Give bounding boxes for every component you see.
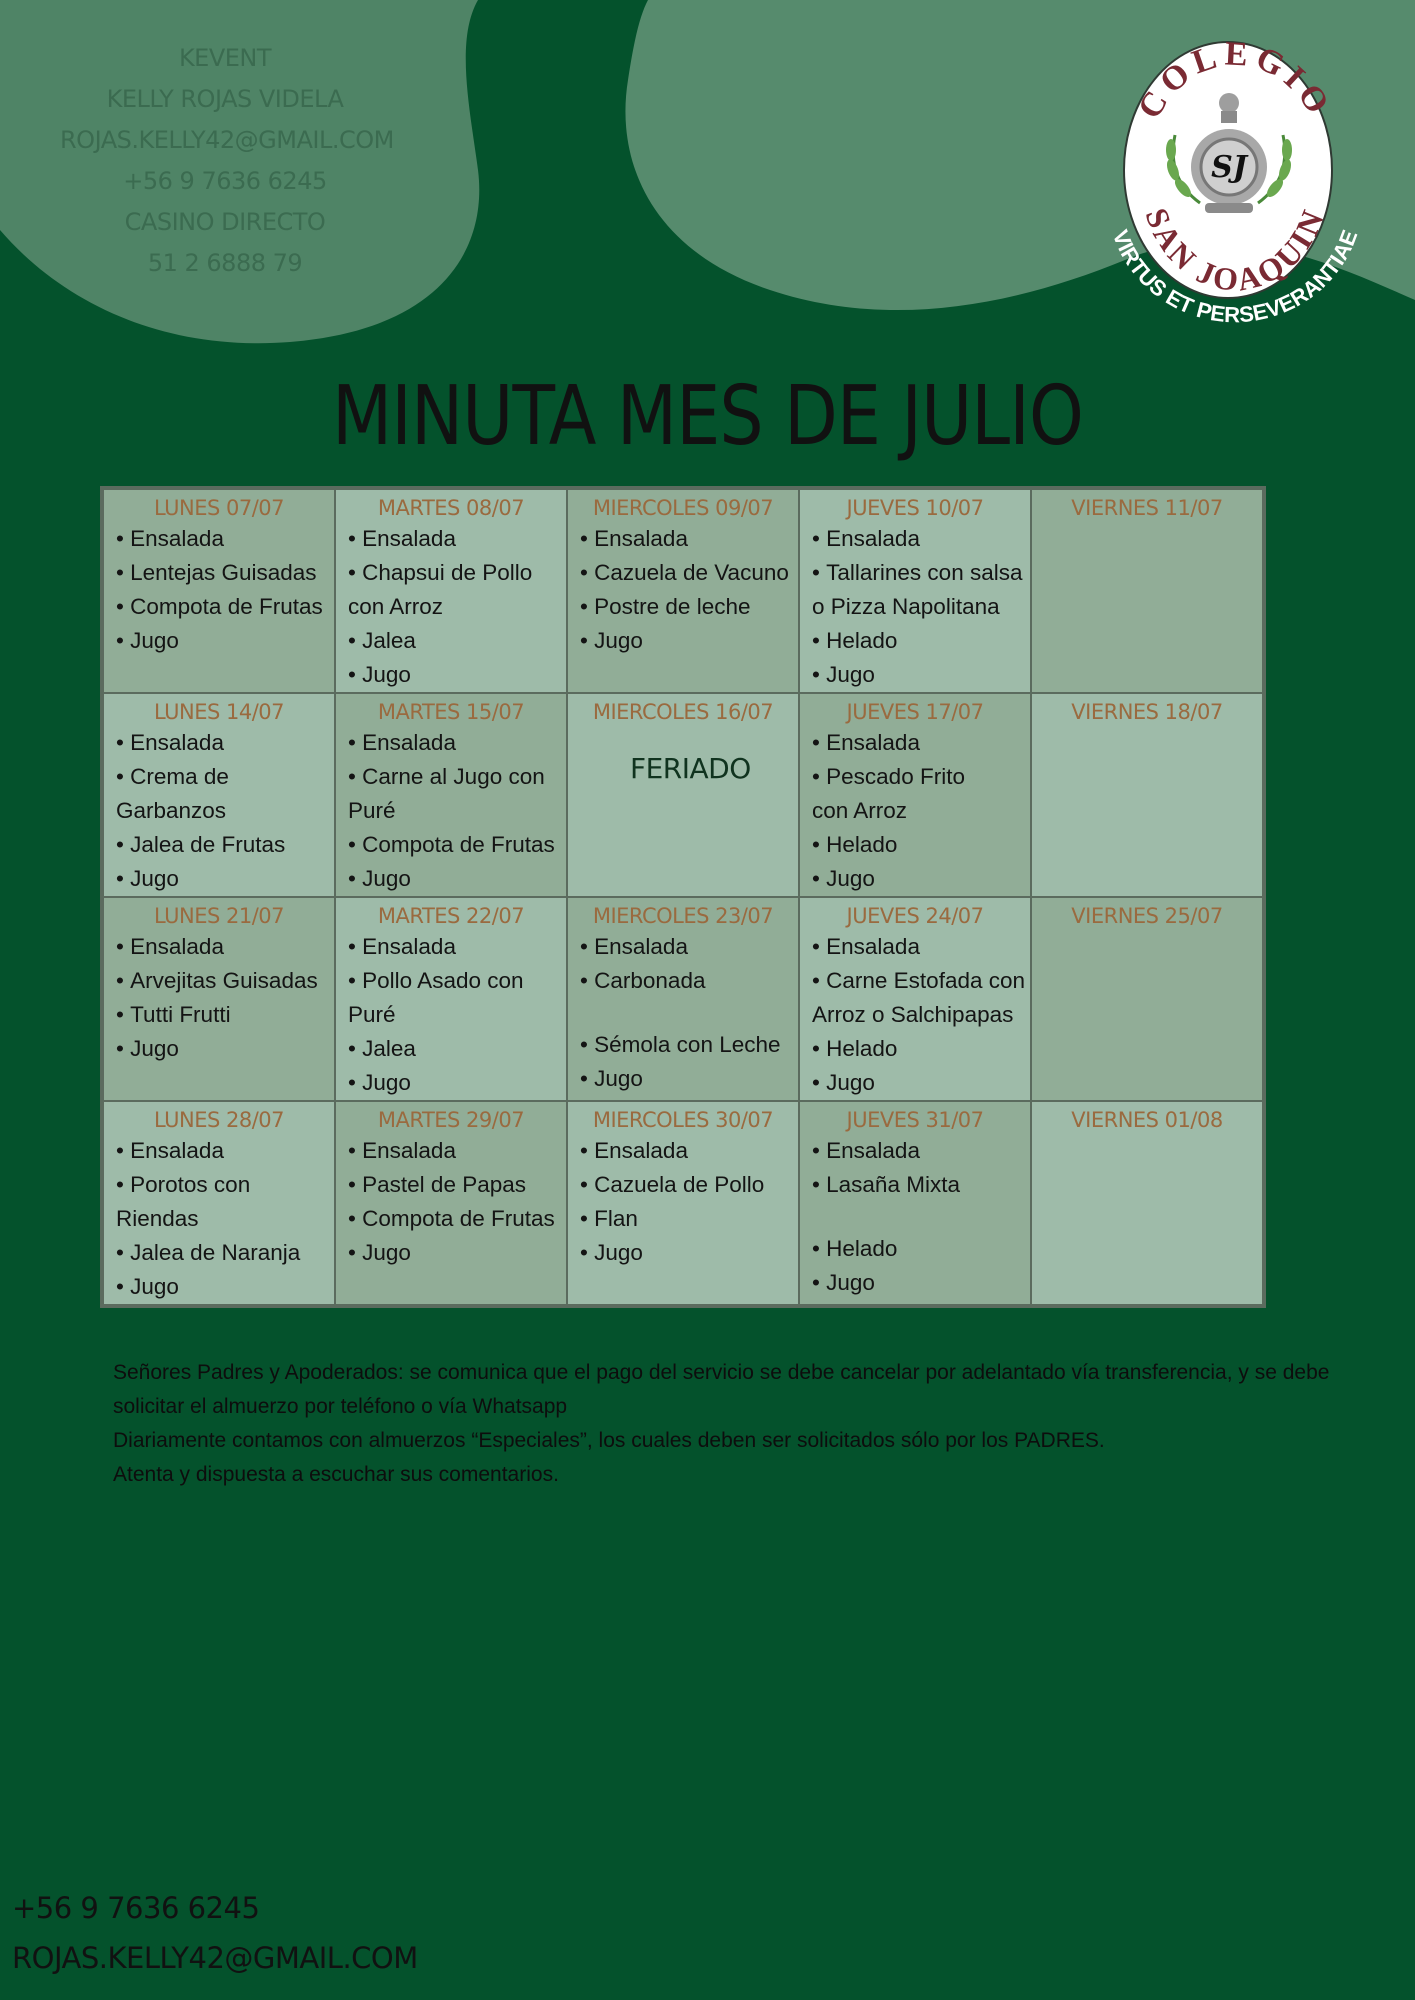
logo-top-text: COLEGIO [1130,35,1340,126]
day-heading: JUEVES 24/07 [846,904,984,928]
day-heading: MIERCOLES 23/07 [592,904,774,928]
menu-item: • Arvejitas Guisadas [116,964,334,998]
menu-cell [799,897,1031,1101]
day-heading: LUNES 21/07 [153,904,285,928]
menu-item: Riendas [116,1206,199,1231]
menu-item: • Helado [812,1032,1030,1066]
menu-item: • Jugo [812,658,1030,692]
menu-cell [335,693,567,897]
menu-item: • Ensalada [580,522,798,556]
menu-item: • Cazuela de Pollo [580,1168,798,1202]
menu-item: • Ensalada [348,726,566,760]
menu-items [812,1134,1030,1300]
contact-block [60,38,394,284]
day-heading: LUNES 07/07 [153,496,285,520]
menu-cell [103,1101,335,1305]
footer-contact [12,1883,418,1983]
contact-line-company: KEVENT [178,44,272,72]
menu-item: o Pizza Napolitana [812,594,1000,619]
day-heading: MIERCOLES 09/07 [592,496,774,520]
day-heading: JUEVES 17/07 [846,700,984,724]
menu-item: • Ensalada [116,726,334,760]
menu-cell [335,489,567,693]
menu-items [348,726,566,896]
menu-item-spacer [812,1202,1030,1232]
menu-cell [103,693,335,897]
menu-item: • Jugo [116,862,334,896]
notice-block [113,1356,1333,1492]
menu-cell [103,897,335,1101]
menu-item: • Jugo [580,1236,798,1270]
menu-item: • Ensalada [116,522,334,556]
menu-item: • Ensalada [580,930,798,964]
notice-special-meals: Diariamente contamos con almuerzos “Especiales”, los cuales deben ser solicitados sólo por los PADRES. [113,1429,1105,1452]
menu-item: Puré [348,1002,396,1027]
menu-items [116,1134,334,1304]
menu-item: • Ensalada [812,930,1030,964]
menu-cell [567,693,799,897]
menu-cell [567,1101,799,1305]
menu-item: Puré [348,798,396,823]
day-heading: LUNES 28/07 [153,1108,285,1132]
menu-item: • Pastel de Papas [348,1168,566,1202]
school-logo [1105,25,1365,355]
menu-item: • Jugo [812,1066,1030,1100]
day-heading: JUEVES 10/07 [846,496,984,520]
menu-cell [799,489,1031,693]
contact-line-label: CASINO DIRECTO [124,208,326,236]
day-heading: MIERCOLES 30/07 [592,1108,774,1132]
menu-item: • Postre de leche [580,590,798,624]
menu-item: • Jugo [348,658,566,692]
menu-item: • Helado [812,1232,1030,1266]
footer-email[interactable]: ROJAS.KELLY42@GMAIL.COM [12,1941,418,1975]
day-heading: MARTES 08/07 [377,496,525,520]
menu-item: • Lasaña Mixta [812,1168,1030,1202]
contact-line-phone[interactable]: +56 9 7636 6245 [123,167,327,195]
footer-phone[interactable]: +56 9 7636 6245 [12,1891,260,1925]
logo-monogram: SJ [1211,150,1247,185]
day-heading: VIERNES 25/07 [1071,904,1223,928]
menu-items [812,930,1030,1100]
day-heading: LUNES 14/07 [153,700,285,724]
contact-line-direct-phone[interactable]: 51 2 6888 79 [147,249,303,277]
day-heading: JUEVES 31/07 [846,1108,984,1132]
menu-cell [1031,489,1263,693]
menu-item: • Ensalada [116,1134,334,1168]
day-heading: MARTES 15/07 [377,700,525,724]
menu-item: • Tutti Frutti [116,998,334,1032]
menu-cell [103,489,335,693]
menu-item: • Jugo [812,1266,1030,1300]
menu-item: • Ensalada [116,930,334,964]
menu-item: • Compota de Frutas [348,1202,566,1236]
menu-item: • Lentejas Guisadas [116,556,334,590]
menu-item: • Carbonada [580,964,798,998]
day-heading: MARTES 22/07 [377,904,525,928]
menu-cell [1031,693,1263,897]
menu-cell [1031,1101,1263,1305]
contact-line-name: KELLY ROJAS VIDELA [106,85,344,113]
menu-item: • Jugo [580,624,798,658]
day-heading: VIERNES 11/07 [1071,496,1223,520]
menu-item: • Jalea de Frutas [116,828,334,862]
day-heading: MIERCOLES 16/07 [592,700,774,724]
menu-item: • Jugo [348,1236,566,1270]
menu-item: • Jugo [116,1032,334,1066]
menu-item: • Cazuela de Vacuno [580,556,798,590]
day-heading: VIERNES 18/07 [1071,700,1223,724]
menu-item: • Ensalada [812,1134,1030,1168]
menu-items [812,726,1030,896]
menu-item: • Helado [812,624,1030,658]
menu-item: • Jalea [348,1032,566,1066]
menu-items [580,522,798,658]
menu-cell [335,897,567,1101]
menu-item: • Carne al Jugo con [348,760,566,794]
menu-items [812,522,1030,692]
holiday-label: FERIADO [630,752,751,785]
menu-item: • Jugo [116,624,334,658]
menu-item: • Ensalada [812,726,1030,760]
menu-item: • Porotos con [116,1168,334,1202]
menu-item: con Arroz [348,594,444,619]
menu-items [348,930,566,1100]
menu-item: • Ensalada [348,930,566,964]
menu-item: • Pollo Asado con [348,964,566,998]
menu-cell [567,489,799,693]
notice-closing: Atenta y dispuesta a escuchar sus comentarios. [113,1463,559,1486]
day-heading: MARTES 29/07 [377,1108,525,1132]
menu-items [116,930,334,1066]
menu-cell [567,897,799,1101]
menu-item: • Helado [812,828,1030,862]
menu-items [348,1134,566,1270]
logo-motto: VIRTUS ET PERSEVERANTIAE [1107,226,1363,328]
menu-item: • Ensalada [580,1134,798,1168]
menu-cell [799,693,1031,897]
menu-item: • Chapsui de Pollo [348,556,566,590]
menu-items [116,522,334,658]
menu-item: • Jugo [348,862,566,896]
menu-item: • Tallarines con salsa [812,556,1030,590]
menu-item: • Jugo [812,862,1030,896]
page-title: MINUTA MES DE JULIO [332,369,1083,464]
menu-item: • Jugo [580,1062,798,1096]
menu-item: con Arroz [812,798,908,823]
menu-items [580,930,798,1096]
menu-items [348,522,566,692]
menu-item: • Jugo [116,1270,334,1304]
menu-item: • Sémola con Leche [580,1028,798,1062]
menu-item: • Compota de Frutas [116,590,334,624]
menu-item: • Jalea [348,624,566,658]
menu-item: • Pescado Frito [812,760,1030,794]
menu-item: • Flan [580,1202,798,1236]
menu-item: • Ensalada [348,522,566,556]
menu-cell [799,1101,1031,1305]
contact-line-email[interactable]: ROJAS.KELLY42@GMAIL.COM [60,126,394,154]
menu-item: Garbanzos [116,798,227,823]
logo-bottom-text: SAN JOAQUIN [1138,202,1332,299]
menu-item: • Ensalada [812,522,1030,556]
menu-table [100,486,1266,1308]
menu-item: • Compota de Frutas [348,828,566,862]
day-heading: VIERNES 01/08 [1071,1108,1223,1132]
menu-items [116,726,334,896]
menu-item-spacer [580,998,798,1028]
menu-cell [1031,897,1263,1101]
menu-item: • Jugo [348,1066,566,1100]
menu-item: Arroz o Salchipapas [812,1002,1014,1027]
notice-payment: Señores Padres y Apoderados: se comunica que el pago del servicio se debe cancelar por adelantado vía transferencia, y se debe solicitar el almuerzo por teléfono o vía Whatsapp [113,1361,1330,1418]
menu-item: • Jalea de Naranja [116,1236,334,1270]
menu-cell [335,1101,567,1305]
menu-item: • Carne Estofada con [812,964,1030,998]
menu-item: • Ensalada [348,1134,566,1168]
menu-items [580,1134,798,1270]
menu-item: • Crema de [116,760,334,794]
